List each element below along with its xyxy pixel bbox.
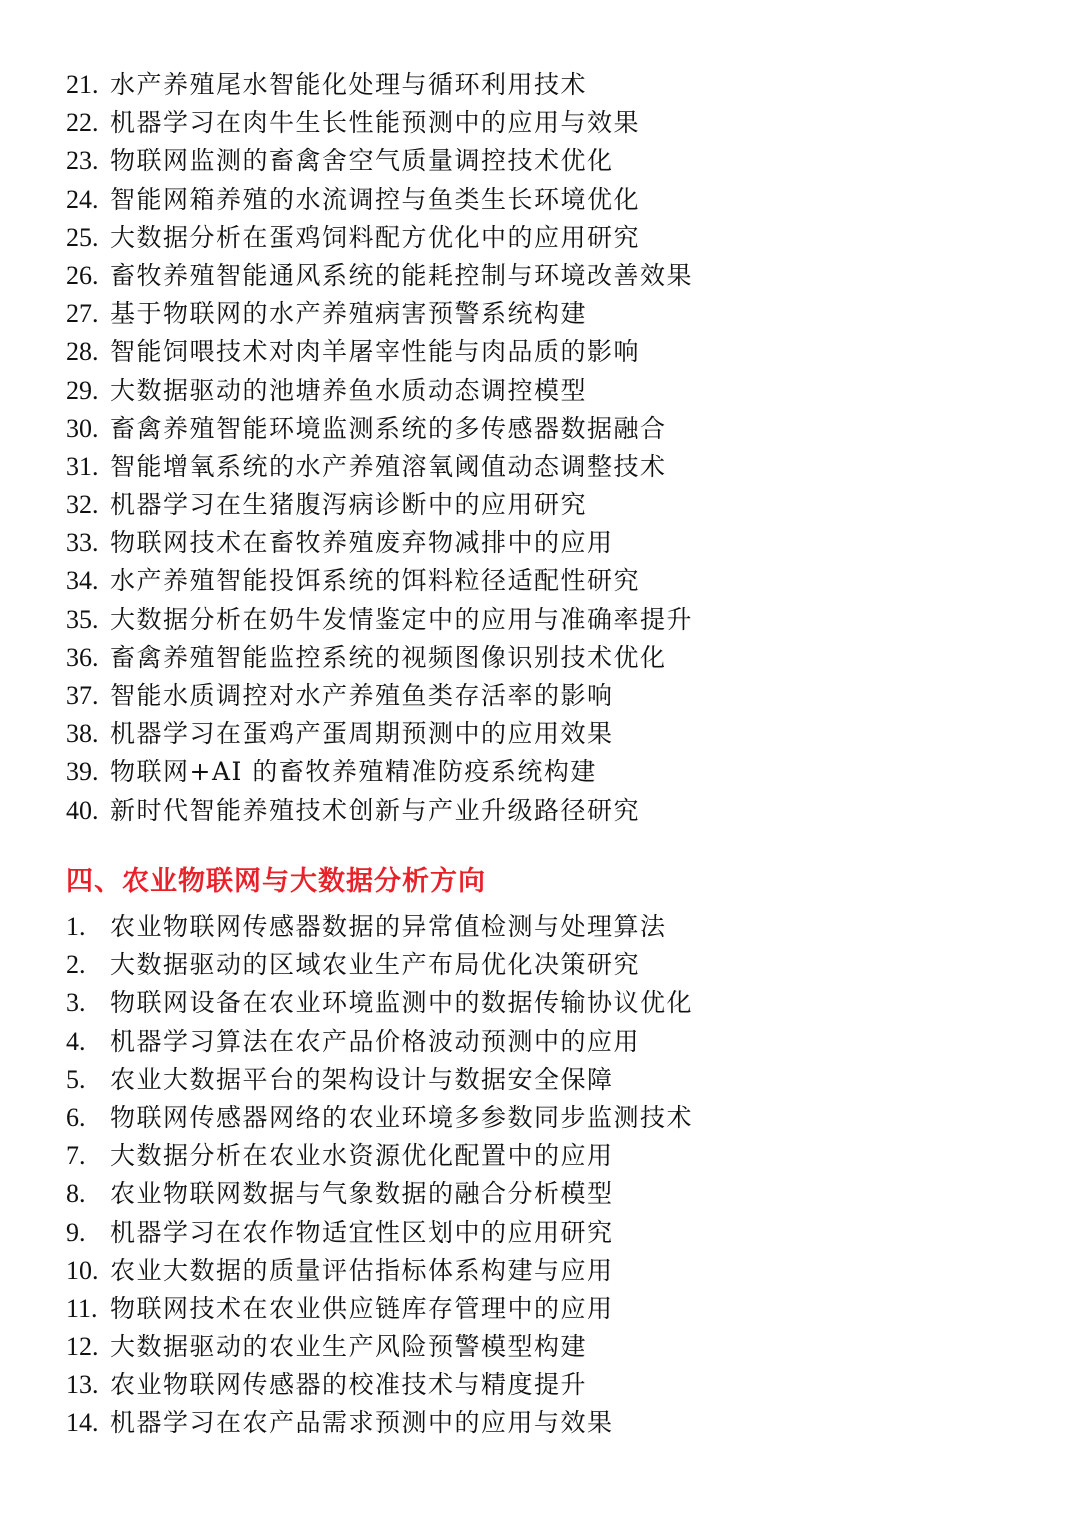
list-item <box>66 1366 1026 1404</box>
list-item <box>66 410 1026 448</box>
item-number: 31. <box>66 451 99 481</box>
item-text: 机器学习在肉牛生长性能预测中的应用与效果 <box>110 108 641 138</box>
item-text: 物联网监测的畜禽舍空气质量调控技术优化 <box>110 146 614 176</box>
item-text: 畜禽养殖智能监控系统的视频图像识别技术优化 <box>110 642 667 672</box>
item-text: 畜禽养殖智能环境监测系统的多传感器数据融合 <box>110 413 667 443</box>
item-text: 智能饲喂技术对肉羊屠宰性能与肉品质的影响 <box>110 337 641 367</box>
item-text: 基于物联网的水产养殖病害预警系统构建 <box>110 299 588 329</box>
item-number: 14. <box>66 1408 99 1438</box>
item-text: 智能水质调控对水产养殖鱼类存活率的影响 <box>110 681 614 710</box>
item-number: 28. <box>66 337 99 367</box>
item-text: 大数据驱动的农业生产风险预警模型构建 <box>110 1332 588 1362</box>
list-item <box>66 1328 1026 1366</box>
item-number: 4. <box>66 1026 86 1056</box>
item-number: 26. <box>66 260 99 290</box>
list-item <box>66 104 1026 142</box>
item-number: 21. <box>66 70 99 99</box>
list-item <box>66 295 1026 333</box>
item-number: 9. <box>66 1217 86 1247</box>
list-item <box>66 792 1026 830</box>
list-item <box>66 1290 1026 1328</box>
list-item <box>66 639 1026 677</box>
list-item <box>66 219 1026 257</box>
item-text: 农业大数据平台的架构设计与数据安全保障 <box>110 1064 614 1094</box>
item-number: 27. <box>66 299 99 329</box>
list-item <box>66 984 1026 1022</box>
list-item <box>66 524 1026 562</box>
list-item <box>66 562 1026 600</box>
list-item <box>66 1214 1026 1252</box>
list-item <box>66 715 1026 753</box>
item-number: 34. <box>66 566 99 596</box>
list-item <box>66 142 1026 180</box>
list-item <box>66 486 1026 524</box>
item-text: 机器学习在蛋鸡产蛋周期预测中的应用效果 <box>110 719 614 749</box>
list-item <box>66 372 1026 410</box>
item-text: 新时代智能养殖技术创新与产业升级路径研究 <box>110 795 641 825</box>
item-text: 大数据驱动的区域农业生产布局优化决策研究 <box>110 950 641 980</box>
item-text: 智能增氧系统的水产养殖溶氧阈值动态调整技术 <box>110 451 667 481</box>
list-item <box>66 333 1026 371</box>
item-number: 22. <box>66 108 99 138</box>
list-item <box>66 1404 1026 1442</box>
list-item <box>66 1137 1026 1175</box>
item-text: 农业大数据的质量评估指标体系构建与应用 <box>110 1255 614 1285</box>
item-number: 30. <box>66 413 99 443</box>
list-item <box>66 66 1026 104</box>
item-number: 6. <box>66 1102 86 1132</box>
item-number: 25. <box>66 222 99 252</box>
item-number: 29. <box>66 375 99 405</box>
item-text: 机器学习在农产品需求预测中的应用与效果 <box>110 1408 614 1438</box>
item-text: 大数据分析在奶牛发情鉴定中的应用与准确率提升 <box>110 604 694 634</box>
item-number: 7. <box>66 1141 86 1171</box>
list-item <box>66 1099 1026 1137</box>
item-number: 33. <box>66 528 99 558</box>
item-text: 物联网技术在畜牧养殖废弃物减排中的应用 <box>110 528 614 558</box>
item-number: 1. <box>66 912 86 941</box>
item-text: 机器学习在农作物适宜性区划中的应用研究 <box>110 1217 614 1247</box>
list-item <box>66 1061 1026 1099</box>
item-number: 40. <box>66 795 99 825</box>
item-text: 大数据分析在蛋鸡饲料配方优化中的应用研究 <box>110 222 641 252</box>
list-item <box>66 448 1026 486</box>
item-number: 5. <box>66 1064 86 1094</box>
list-item <box>66 753 1026 791</box>
item-text: 物联网传感器网络的农业环境多参数同步监测技术 <box>110 1102 694 1132</box>
list-item <box>66 257 1026 295</box>
list-item <box>66 1023 1026 1061</box>
item-text: 物联网技术在农业供应链库存管理中的应用 <box>110 1293 614 1323</box>
list-item <box>66 1252 1026 1290</box>
item-text: 机器学习在生猪腹泻病诊断中的应用研究 <box>110 490 588 520</box>
item-text: 大数据驱动的池塘养鱼水质动态调控模型 <box>110 375 588 405</box>
list-item <box>66 601 1026 639</box>
item-number: 35. <box>66 604 99 634</box>
topic-list-continued <box>66 66 1026 830</box>
item-number: 13. <box>66 1370 99 1400</box>
item-number: 8. <box>66 1179 86 1209</box>
list-item <box>66 908 1026 946</box>
item-text: 农业物联网传感器数据的异常值检测与处理算法 <box>110 912 667 941</box>
item-text: 水产养殖智能投饵系统的饵料粒径适配性研究 <box>110 566 641 596</box>
list-item <box>66 677 1026 715</box>
item-number: 11. <box>66 1293 98 1323</box>
item-number: 37. <box>66 681 99 710</box>
item-text: 物联网+AI 的畜牧养殖精准防疫系统构建 <box>110 757 597 787</box>
item-number: 38. <box>66 719 99 749</box>
item-text: 水产养殖尾水智能化处理与循环利用技术 <box>110 70 588 99</box>
item-number: 24. <box>66 184 99 214</box>
topic-list-section-4 <box>66 908 1026 1443</box>
item-number: 12. <box>66 1332 99 1362</box>
list-item <box>66 181 1026 219</box>
item-number: 39. <box>66 757 99 787</box>
item-text: 智能网箱养殖的水流调控与鱼类生长环境优化 <box>110 184 641 214</box>
item-text: 农业物联网传感器的校准技术与精度提升 <box>110 1370 588 1400</box>
item-number: 36. <box>66 642 99 672</box>
item-text: 农业物联网数据与气象数据的融合分析模型 <box>110 1179 614 1209</box>
item-number: 2. <box>66 950 86 980</box>
item-text: 大数据分析在农业水资源优化配置中的应用 <box>110 1141 614 1171</box>
item-number: 3. <box>66 988 86 1018</box>
item-text: 物联网设备在农业环境监测中的数据传输协议优化 <box>110 988 694 1018</box>
item-number: 10. <box>66 1255 99 1285</box>
list-item <box>66 946 1026 984</box>
item-number: 23. <box>66 146 99 176</box>
item-text: 机器学习算法在农产品价格波动预测中的应用 <box>110 1026 641 1056</box>
item-text: 畜牧养殖智能通风系统的能耗控制与环境改善效果 <box>110 260 694 290</box>
section-heading: 四、农业物联网与大数据分析方向 <box>66 866 486 897</box>
item-number: 32. <box>66 490 99 520</box>
list-item <box>66 1175 1026 1213</box>
